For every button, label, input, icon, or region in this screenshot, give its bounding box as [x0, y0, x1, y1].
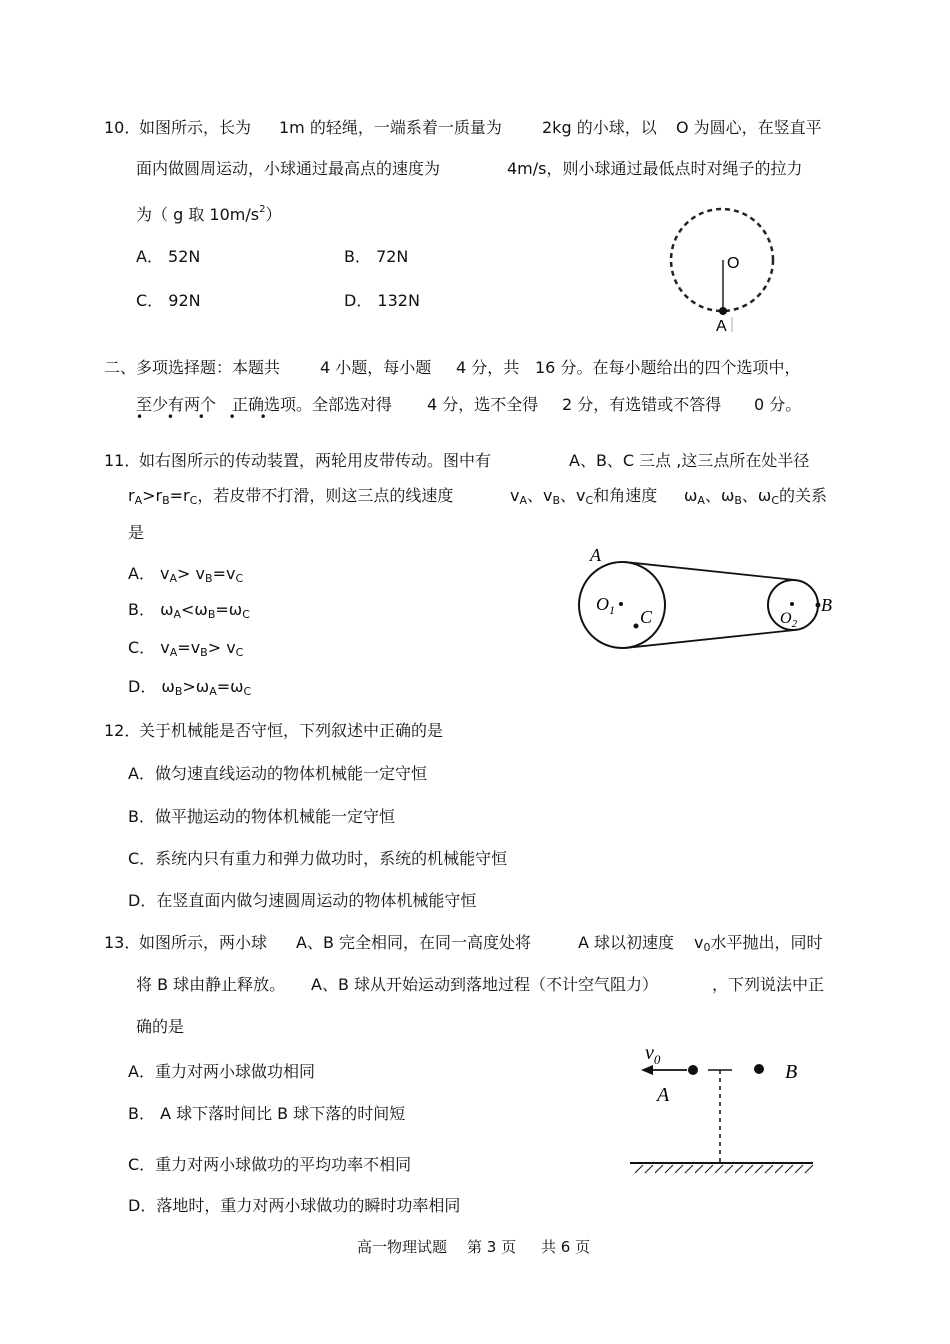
q13-text: 将 B 球由静止释放。: [136, 975, 286, 994]
q13-text: ，下列说法中正: [712, 975, 825, 994]
q10-number: 10．: [104, 118, 141, 137]
q13-option-c: C．重力对两小球做功的平均功率不相同: [128, 1155, 412, 1174]
q11-text: A、B、C 三点 ,这三点所在处半径: [569, 451, 810, 470]
q10-option-b: B． 72N: [344, 247, 409, 266]
q13-text: A、B 完全相同，在同一高度处将: [296, 933, 532, 952]
q11-omega-symbols: $\omega_A$、$\omega_B$、$\omega_C$的关系: [684, 486, 828, 507]
q13-text: 确的是: [136, 1017, 185, 1036]
section2-text: 2 分，有选错或不答得: [562, 395, 722, 414]
footer-page-total: 共 6 页: [541, 1238, 591, 1256]
q13-text: A 球以初速度: [578, 933, 675, 952]
q13-text: $v_0$水平抛出，同时: [694, 933, 823, 954]
q11-option-a: A． $v_A> v_B=v_C$: [128, 564, 244, 585]
q12-option-b: B．做平抛运动的物体机械能一定守恒: [128, 807, 395, 826]
q10-text: 为（ g 取 $10m/s^2$）: [136, 204, 282, 224]
footer-title: 高一物理试题: [357, 1238, 448, 1256]
q10-text: 2kg 的小球，以: [542, 118, 657, 137]
section2-emphasis: 至少有两个: [136, 395, 217, 414]
q13-label-a: A: [657, 1084, 670, 1106]
q11-option-d: D． $\omega_B>\omega_A=\omega_C$: [128, 677, 252, 698]
q11-text: 是: [128, 523, 145, 542]
q13-text: 如图所示，两小球: [139, 933, 268, 952]
q13-option-d: D．落地时，重力对两小球做功的瞬时功率相同: [128, 1196, 461, 1215]
footer-page-number: 第 3 页: [467, 1238, 517, 1256]
q10-figure-circle: [660, 200, 790, 340]
q10-text: 1m 的轻绳，一端系着一质量为: [279, 118, 502, 137]
q11-label-c: C: [640, 607, 653, 627]
q11-text: 如右图所示的传动装置，两轮用皮带传动。图中有: [139, 451, 492, 470]
q10-option-a: A． 52N: [136, 247, 201, 266]
q12-option-d: D．在竖直面内做匀速圆周运动的物体机械能守恒: [128, 891, 477, 910]
q12-number: 12．: [104, 721, 141, 740]
section2-text: 二、多项选择题：本题共: [104, 358, 281, 377]
q10-label-o: O: [727, 255, 740, 272]
section2-text: 0 分。: [754, 395, 802, 414]
q13-figure-projectile: [625, 1035, 820, 1185]
q11-number: 11．: [104, 451, 141, 470]
q11-velocity-symbols: $v_A$、$v_B$、$v_C$和角速度: [510, 486, 658, 507]
q11-label-a: A: [590, 545, 601, 565]
section2-text: 4 分，共: [456, 358, 520, 377]
q11-radius-relation: $r_A>r_B=r_C$，若皮带不打滑，则这三点的线速度: [128, 486, 454, 507]
q13-label-b: B: [785, 1061, 798, 1083]
q11-label-o2: $O_2$: [780, 610, 798, 630]
q10-text: O 为圆心，在竖直平: [676, 118, 822, 137]
section2-text: 16 分。在每小题给出的四个选项中，: [535, 358, 801, 377]
q10-text: 4m/s，则小球通过最低点时对绳子的拉力: [507, 159, 803, 178]
q11-label-o1: $O_1$: [596, 594, 615, 617]
q10-text: 如图所示，长为: [139, 118, 252, 137]
q12-option-c: C．系统内只有重力和弹力做功时，系统的机械能守恒: [128, 849, 508, 868]
q12-stem: 关于机械能是否守恒，下列叙述中正确的是: [139, 721, 444, 740]
q13-option-a: A．重力对两小球做功相同: [128, 1062, 315, 1081]
q10-option-d: D． 132N: [344, 291, 420, 310]
q10-text: 面内做圆周运动，小球通过最高点的速度为: [136, 159, 441, 178]
section2-text: 正确选项。全部选对得: [232, 395, 393, 414]
q11-label-b: B: [821, 595, 832, 615]
section2-text: 4 分，选不全得: [427, 395, 539, 414]
q12-option-a: A．做匀速直线运动的物体机械能一定守恒: [128, 764, 427, 783]
q10-label-a: A: [716, 318, 727, 335]
q11-option-c: C． $v_A=v_B> v_C$: [128, 638, 244, 659]
q10-option-c: C． 92N: [136, 291, 201, 310]
q13-label-v0: $v_0$: [645, 1042, 661, 1067]
q13-number: 13．: [104, 933, 141, 952]
q11-option-b: B． $\omega_A<\omega_B=\omega_C$: [128, 600, 250, 621]
q13-option-b: B． A 球下落时间比 B 球下落的时间短: [128, 1104, 406, 1123]
section2-text: 4 小题，每小题: [320, 358, 432, 377]
q11-figure-belt-drive: [570, 540, 840, 660]
q13-text: A、B 球从开始运动到落地过程（不计空气阻力）: [311, 975, 659, 994]
emphasis-dots: • • • • •: [136, 410, 277, 424]
